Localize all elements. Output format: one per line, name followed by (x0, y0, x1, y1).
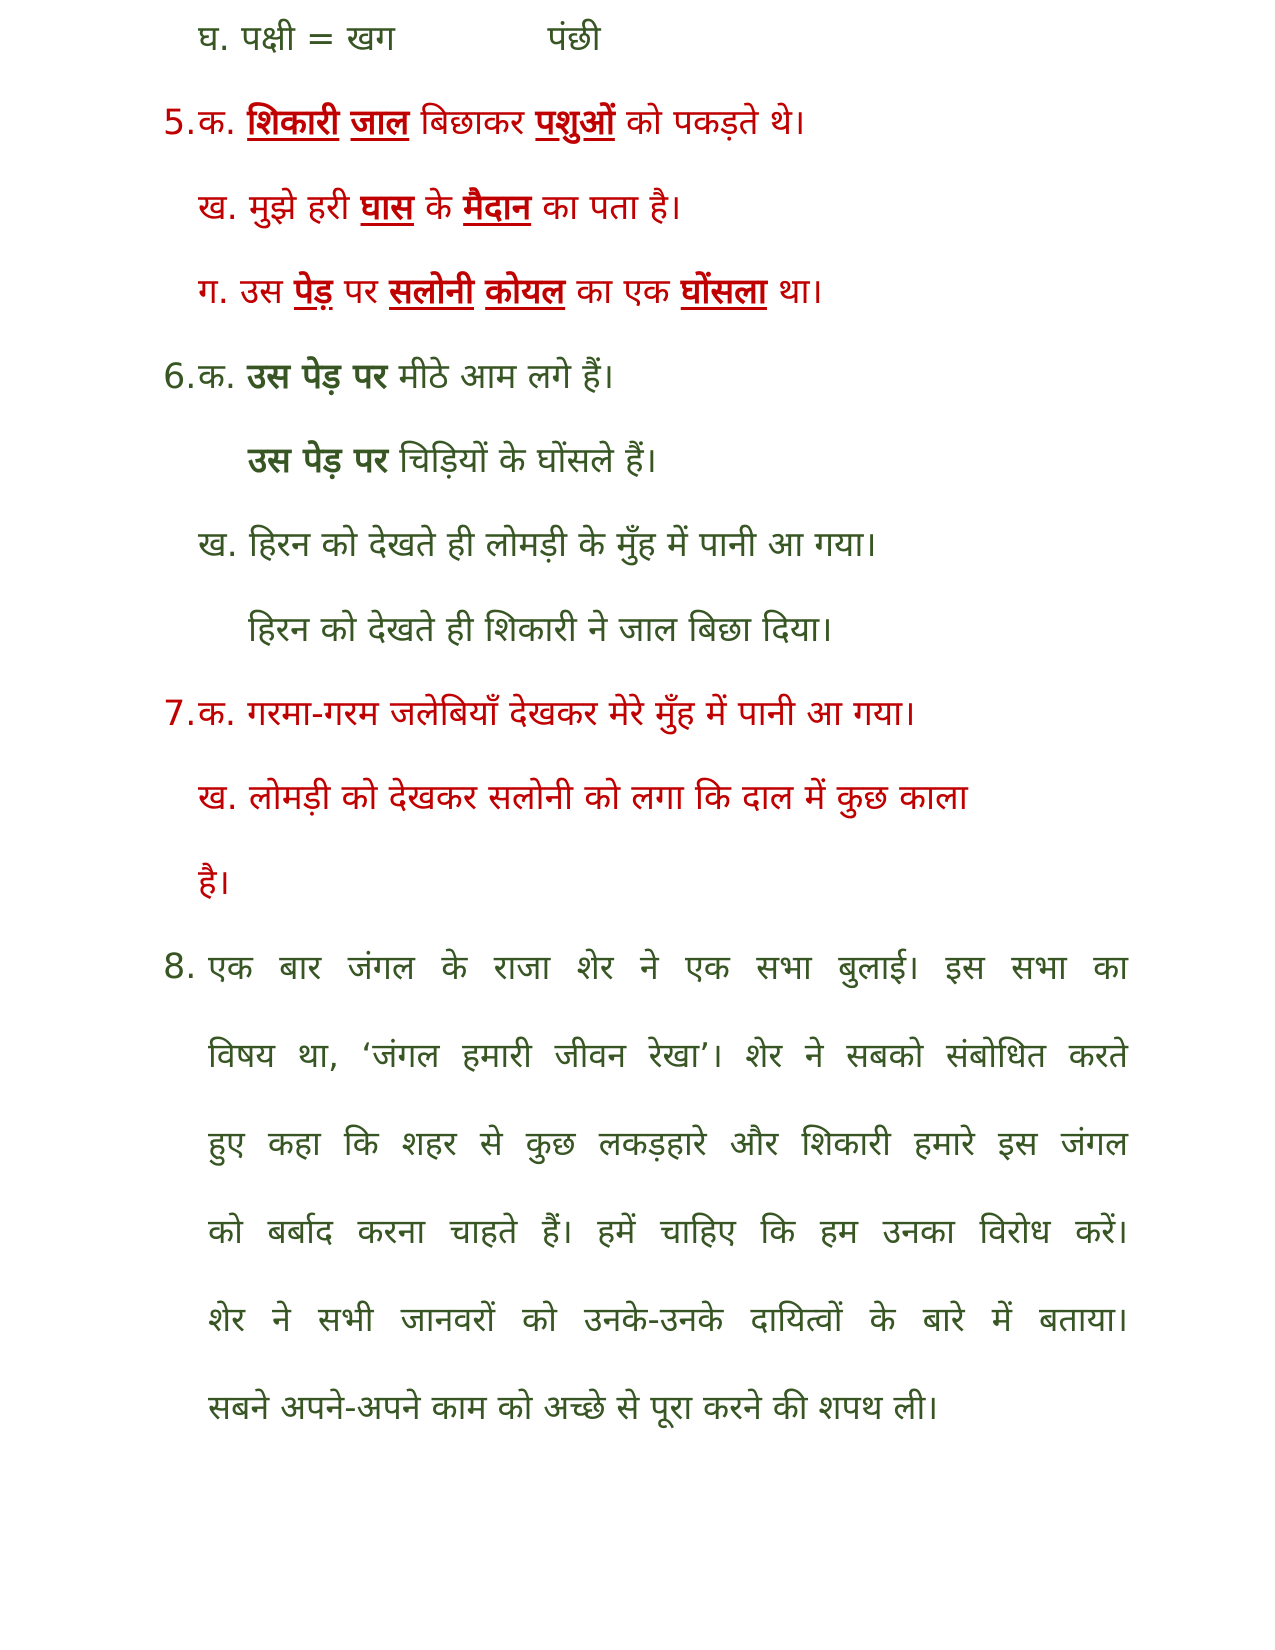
q6-kha-line-2 (248, 609, 832, 651)
q8-line-1: एक बार जंगल के राजा शेर ने एक सभा बुलाई। इस सभा का (208, 948, 1128, 988)
q5-ka-noun-3: पशुओं (535, 103, 615, 143)
q6-ka-phrase-1: उस पेड़ पर (247, 357, 388, 397)
q7-kha-sentence-part-2: है। (198, 863, 230, 903)
q6-kha-line-1 (198, 524, 877, 566)
q5-kha-label: ख. (198, 188, 238, 228)
q5-kha-text-3: का पता है। (542, 188, 682, 228)
q5-ga-noun-3: कोयल (485, 272, 566, 312)
q5-number: 5. (163, 103, 197, 143)
q6-number: 6. (163, 357, 197, 397)
q6-ka-label: क. (198, 357, 237, 397)
q6-ka-phrase-2: उस पेड़ पर (248, 441, 389, 481)
q8-line-5: शेर ने सभी जानवरों को उनके-उनके दायित्वों के बारे में बताया। (208, 1300, 1128, 1340)
q5-ka-text-2: को पकड़ते थे। (626, 103, 806, 143)
q8-line-4: को बर्बाद करना चाहते हैं। हमें चाहिए कि हम उनका विरोध करें। (208, 1212, 1128, 1252)
q4-gha-word: पक्षी (240, 19, 295, 59)
q6-kha-sentence-1: हिरन को देखते ही लोमड़ी के मुँह में पानी आ गया। (248, 525, 877, 565)
q4-gha-syn1: खग (346, 19, 395, 59)
q5-ga-text-3: का एक (576, 272, 670, 312)
q5-ga-noun-2: सलोनी (389, 272, 475, 312)
q8-number: 8. (163, 947, 197, 987)
q6-kha-label: ख. (198, 525, 238, 565)
q6-ka-line-2 (248, 440, 657, 482)
q5-ga-line (198, 271, 823, 313)
q6-kha-sentence-2: हिरन को देखते ही शिकारी ने जाल बिछा दिया। (248, 610, 833, 650)
q5-ga-text-4: था। (778, 272, 823, 312)
q4-gha-eq: = (306, 19, 336, 59)
q4-gha-line (198, 18, 601, 60)
q5-ka-label: क. (198, 103, 237, 143)
q5-kha-text-1: मुझे हरी (248, 188, 350, 228)
q4-gha-label: घ. (198, 19, 230, 59)
q5-ga-label: ग. (198, 272, 229, 312)
q8-line-3: हुए कहा कि शहर से कुछ लकड़हारे और शिकारी हमारे इस जंगल (208, 1124, 1128, 1164)
q8-line-2: विषय था, ‘जंगल हमारी जीवन रेखा’। शेर ने सबको संबोधित करते (208, 1036, 1128, 1076)
q6-ka-sentence-2: चिड़ियों के घोंसले हैं। (399, 441, 657, 481)
q4-gha-syn2: पंछी (547, 19, 601, 59)
q5-ka-noun-1: शिकारी (247, 103, 340, 143)
q7-kha-line-2 (198, 862, 230, 904)
q5-ga-noun-1: पेड़ (293, 272, 333, 312)
q7-kha-label: ख. (198, 778, 238, 818)
q7-ka-label: क. (198, 694, 237, 734)
q5-ga-noun-4: घोंसला (680, 272, 767, 312)
q5-ka-text-1: बिछाकर (420, 103, 525, 143)
q7-kha-line-1 (198, 777, 968, 819)
q7-ka-sentence: गरमा-गरम जलेबियाँ देखकर मेरे मुँह में पानी आ गया। (247, 694, 916, 734)
q6-ka-line-1 (198, 356, 614, 398)
q8-line-6: सबने अपने-अपने काम को अच्छे से पूरा करने की शपथ ली। (208, 1388, 939, 1428)
q5-kha-line (198, 187, 681, 229)
q7-ka-line (198, 693, 916, 735)
q5-ka-noun-2: जाल (350, 103, 410, 143)
q5-ga-text-1: उस (239, 272, 283, 312)
q5-ka-line (198, 102, 805, 144)
q8-paragraph (208, 924, 1128, 1452)
q5-kha-text-2: के (425, 188, 452, 228)
q5-kha-noun-1: घास (360, 188, 414, 228)
q6-ka-sentence-1: मीठे आम लगे हैं। (398, 357, 615, 397)
q7-number: 7. (163, 694, 197, 734)
q5-ga-text-2: पर (343, 272, 378, 312)
q7-kha-sentence-part-1: लोमड़ी को देखकर सलोनी को लगा कि दाल में कुछ काला (248, 778, 968, 818)
q5-kha-noun-2: मैदान (463, 188, 532, 228)
